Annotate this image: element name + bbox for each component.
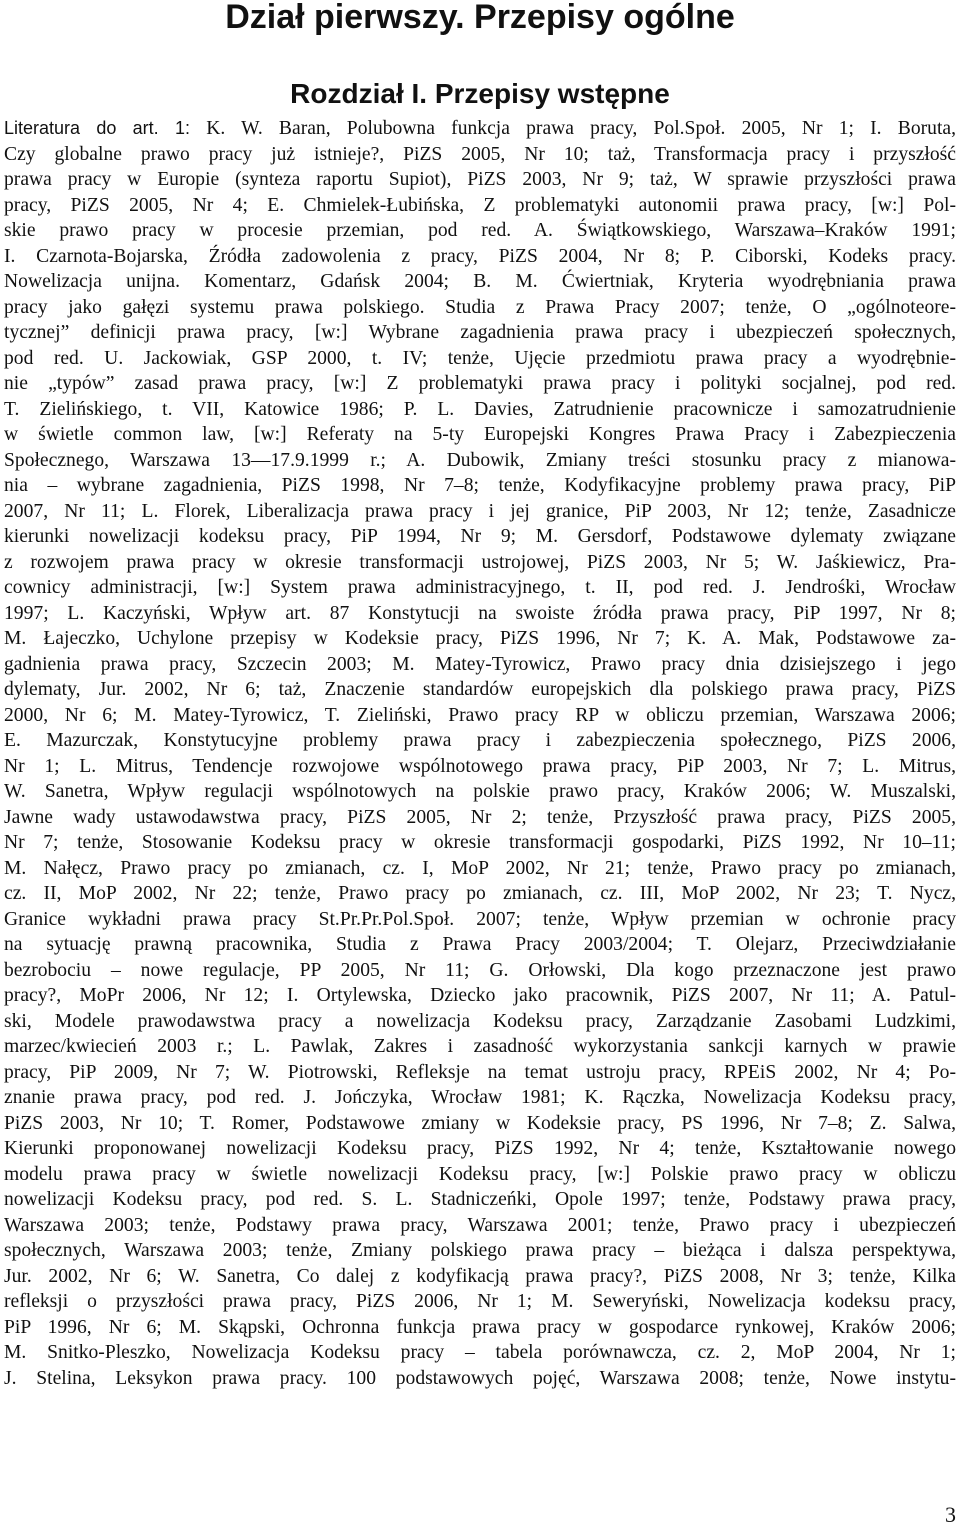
literature-line: kierunki nowelizacji kodeksu pracy, PiP 1994, Nr 9; M. Gersdorf, Podstawowe dylematy związane [4, 526, 956, 547]
literature-line: nie „typów” zasad prawa pracy, [w:] Z problematyki prawa pracy i polityki socjalnej, pod red. [4, 373, 956, 394]
literature-line: pracy, PiP 2009, Nr 7; W. Piotrowski, Refleksje na temat ustroju pracy, RPEiS 2002, Nr 4; Po- [4, 1061, 956, 1083]
literature-line: pracy?, MoPr 2006, Nr 12; I. Ortylewska, Dziecko jako pracownik, PiZS 2007, Nr 11; A. Patul- [4, 985, 956, 1006]
literature-line: pracy jako gałęzi systemu prawa polskiego. Studia z Prawa Pracy 2007; tenże, O „ogólnoteore- [4, 296, 956, 318]
literature-line-text: K. W. Baran, Polubowna funkcja prawa pracy, Pol.Społ. 2005, Nr 1; I. Boruta, [206, 118, 956, 139]
literature-line: bezrobociu – nowe regulacje, PP 2005, Nr 11; G. Orłowski, Dla kogo przeznaczone jest prawo [4, 959, 956, 981]
literature-line: E. Mazurczak, Konstytucyjne problemy prawa pracy i zabezpieczenia społecznego, PiZS 2006, [4, 730, 956, 751]
literature-line: Granice wykładni prawa pracy St.Pr.Pr.Pol.Społ. 2007; tenże, Wpływ przemian w ochronie pracy [4, 908, 956, 930]
literature-line: PiP 1996, Nr 6; M. Skąpski, Ochronna funkcja prawa pracy w gospodarce rynkowej, Kraków 2006; [4, 1316, 956, 1338]
literature-line: Nr 7; tenże, Stosowanie Kodeksu pracy w okresie transformacji gospodarki, PiZS 1992, Nr 10–11; [4, 832, 956, 853]
literature-line: społecznych, Warszawa 2003; tenże, Zmiany polskiego prawa pracy – bieżąca i dalsza perspektywa, [4, 1240, 956, 1261]
literature-line: M. Snitko-Pleszko, Nowelizacja Kodeksu pracy – tabela porównawcza, cz. 2, MoP 2004, Nr 1; [4, 1342, 956, 1363]
literature-line: z rozwojem prawa pracy w okresie transformacji ustrojowej, PiZS 2003, Nr 5; W. Jaśkiewicz, Pra- [4, 551, 956, 573]
part-title: Dział pierwszy. Przepisy ogólne [225, 0, 735, 36]
literature-line: tycznej” definicji prawa pracy, [w:] Wybrane zagadnienia prawa pracy i ubezpieczeń społecznych, [4, 322, 956, 343]
literature-line: refleksji o przyszłości prawa pracy, PiZS 2006, Nr 1; M. Seweryński, Nowelizacja kodeksu pracy, [4, 1291, 956, 1312]
literature-line: Jawne wady ustawodawstwa pracy, PiZS 2005, Nr 2; tenże, Przyszłość prawa pracy, PiZS 2005, [4, 806, 956, 828]
literature-line: J. Stelina, Leksykon prawa pracy. 100 podstawowych pojęć, Warszawa 2008; tenże, Nowe instytu- [4, 1367, 956, 1389]
literature-line: PiZS 2003, Nr 10; T. Romer, Podstawowe zmiany w Kodeksie pracy, PS 1996, Nr 7–8; Z. Salwa, [4, 1112, 956, 1134]
literature-line: T. Zielińskiego, t. VII, Katowice 1986; P. L. Davies, Zatrudnienie pracownicze i samozatrudnienie [4, 398, 956, 420]
literature-line: modelu prawa pracy w świetle nowelizacji Kodeksu pracy, [w:] Polskie prawo pracy w obliczu [4, 1163, 956, 1185]
literature-line: Kierunki proponowanej nowelizacji Kodeksu pracy, PiZS 1992, Nr 4; tenże, Kształtowanie nowego [4, 1138, 956, 1159]
literature-line: 2000, Nr 6; M. Matey-Tyrowicz, T. Zieliński, Prawo pracy RP w obliczu przemian, Warszawa 2006; [4, 704, 956, 726]
literature-line: Społecznego, Warszawa 13—17.9.1999 r.; A. Dubowik, Zmiany treści stosunku pracy z mianowa- [4, 449, 956, 471]
literature-label: Literatura do art. 1: [4, 118, 207, 138]
literature-line: M. Nałęcz, Prawo pracy po zmianach, cz. I, MoP 2002, Nr 21; tenże, Prawo pracy po zmianach, [4, 857, 956, 879]
literature-line: Nr 1; L. Mitrus, Tendencje rozwojowe wspólnotowego prawa pracy, PiP 2003, Nr 7; L. Mitrus, [4, 755, 956, 777]
literature-line: w świetle common law, [w:] Referaty na 5-ty Europejski Kongres Prawa Pracy i Zabezpieczenia [4, 424, 956, 445]
literature-line: Warszawa 2003; tenże, Podstawy prawa pracy, Warszawa 2001; tenże, Prawo pracy i ubezpieczeń [4, 1214, 956, 1236]
literature-line: pracy, PiZS 2005, Nr 4; E. Chmielek-Łubińska, Z problematyki autonomii prawa pracy, [w:] Pol- [4, 194, 956, 216]
literature-line: marzec/kwiecień 2003 r.; L. Pawlak, Zakres i zasadność wykorzystania sankcji karnych w prawie [4, 1036, 956, 1057]
literature-list [4, 116, 956, 1391]
literature-line: nowelizacji Kodeksu pracy, pod red. S. L. Stadniczeńki, Opole 1997; tenże, Podstawy prawa pracy, [4, 1189, 956, 1210]
literature-line [4, 116, 956, 142]
page-number: 3 [945, 1502, 956, 1527]
literature-line: ski, Modele prawodawstwa pracy a nowelizacja Kodeksu pracy, Zarządzanie Zasobami Ludzkimi, [4, 1010, 956, 1032]
literature-line: prawa pracy w Europie (synteza raportu Supiot), PiZS 2003, Nr 9; taż, W sprawie przyszłości prawa [4, 169, 956, 190]
literature-line: gadnienia prawa pracy, Szczecin 2003; M. Matey-Tyrowicz, Prawo pracy dnia dzisiejszego i jego [4, 653, 956, 675]
literature-line: nia – wybrane zagadnienia, PiZS 1998, Nr 7–8; tenże, Kodyfikacyjne problemy prawa pracy, PiP [4, 475, 956, 496]
literature-line: I. Czarnota-Bojarska, Źródła zadowolenia z pracy, PiZS 2004, Nr 8; P. Ciborski, Kodeks pracy. [4, 245, 956, 267]
literature-line: znanie prawa pracy, pod red. J. Jończyka, Wrocław 1981; K. Rączka, Nowelizacja Kodeksu pracy, [4, 1087, 956, 1108]
literature-line: na sytuację prawną pracownika, Studia z Prawa Pracy 2003/2004; T. Olejarz, Przeciwdziałanie [4, 934, 956, 955]
literature-line: pod red. U. Jackowiak, GSP 2000, t. IV; tenże, Ujęcie przedmiotu prawa pracy a wyodrębnie- [4, 347, 956, 369]
literature-line: 1997; L. Kaczyński, Wpływ art. 87 Konstytucji na swoiste źródła prawa pracy, PiP 1997, Nr 8; [4, 602, 956, 624]
literature-line: Jur. 2002, Nr 6; W. Sanetra, Co dalej z kodyfikacją prawa pracy?, PiZS 2008, Nr 3; tenże, Kilka [4, 1265, 956, 1287]
literature-line: cownicy administracji, [w:] System prawa administracyjnego, t. II, pod red. J. Jendrośki, Wrocław [4, 577, 956, 598]
literature-line: skie prawo pracy w procesie przemian, pod red. A. Świątkowskiego, Warszawa–Kraków 1991; [4, 220, 956, 241]
literature-line: Czy globalne prawo pracy już istnieje?, PiZS 2005, Nr 10; taż, Transformacja pracy i przyszłość [4, 143, 956, 165]
literature-line: M. Łajeczko, Uchylone przepisy w Kodeksie pracy, PiZS 1996, Nr 7; K. A. Mak, Podstawowe za- [4, 628, 956, 649]
literature-line: 2007, Nr 11; L. Florek, Liberalizacja prawa pracy i jej granice, PiP 2003, Nr 12; tenże, Zasadnicze [4, 500, 956, 522]
literature-line: dylematy, Jur. 2002, Nr 6; taż, Znaczenie standardów europejskich dla polskiego prawa pracy, PiZS [4, 679, 956, 700]
literature-line: cz. II, MoP 2002, Nr 22; tenże, Prawo pracy po zmianach, cz. III, MoP 2002, Nr 23; T. Nycz, [4, 883, 956, 904]
literature-line: Nowelizacja unijna. Komentarz, Gdańsk 2004; B. M. Ćwiertniak, Kryteria wyodrębniania prawa [4, 271, 956, 292]
chapter-title: Rozdział I. Przepisy wstępne [290, 78, 670, 109]
literature-line: W. Sanetra, Wpływ regulacji wspólnotowych na polskie prawo pracy, Kraków 2006; W. Muszalski, [4, 781, 956, 802]
